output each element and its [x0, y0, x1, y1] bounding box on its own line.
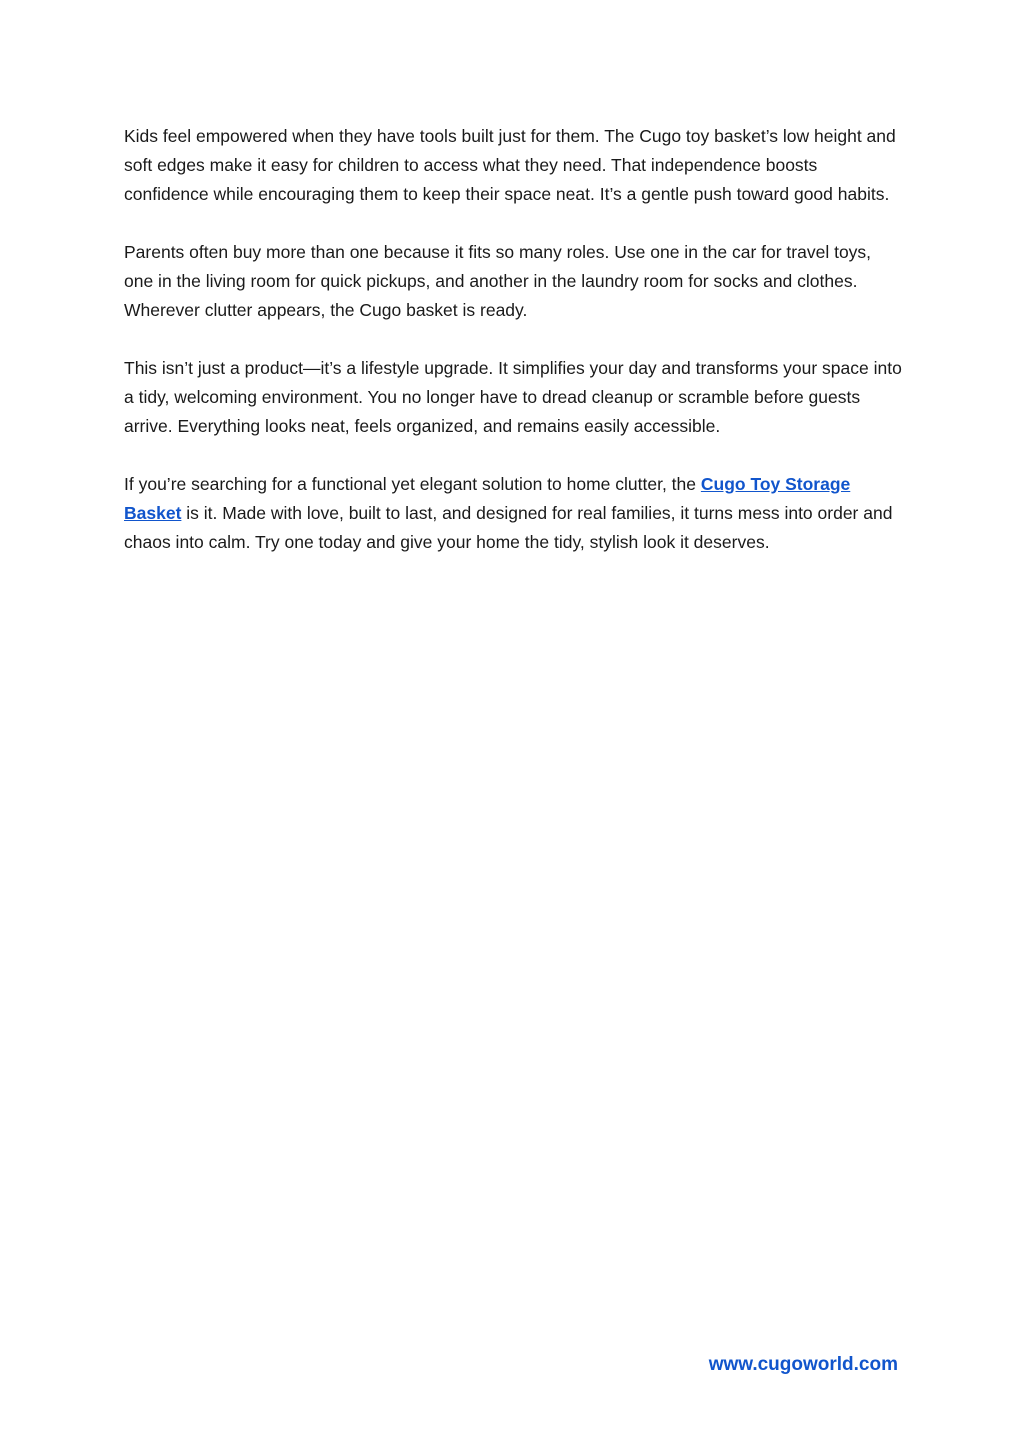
product-link[interactable]: Cugo Toy Storage Basket	[124, 474, 851, 523]
closing-text-before-link: If you’re searching for a functional yet elegant solution to home clutter, the	[124, 474, 701, 494]
paragraph-lifestyle-upgrade: This isn’t just a product—it’s a lifestyle upgrade. It simplifies your day and transforms your space into a tidy, welcoming environment. You no longer have to dread cleanup or scramble before guests arrive. Everything looks neat, feels organized, and remains easily accessible.	[124, 358, 902, 436]
paragraph-closing	[124, 470, 904, 557]
footer-website-link[interactable]: www.cugoworld.com	[708, 1354, 898, 1375]
closing-text-after-link: is it. Made with love, built to last, and designed for real families, it turns mess into order and chaos into calm. Try one today and give your home the tidy, stylish look it deserves.	[124, 503, 893, 552]
document-body	[124, 122, 904, 586]
paragraph-kids-empowered: Kids feel empowered when they have tools built just for them. The Cugo toy basket’s low height and soft edges make it easy for children to access what they need. That independence boosts confidence while encouraging them to keep their space neat. It’s a gentle push toward good habits.	[124, 126, 896, 204]
paragraph-parents-buy-more: Parents often buy more than one because it fits so many roles. Use one in the car for travel toys, one in the living room for quick pickups, and another in the laundry room for socks and clothes. Wherever clutter appears, the Cugo basket is ready.	[124, 242, 872, 320]
